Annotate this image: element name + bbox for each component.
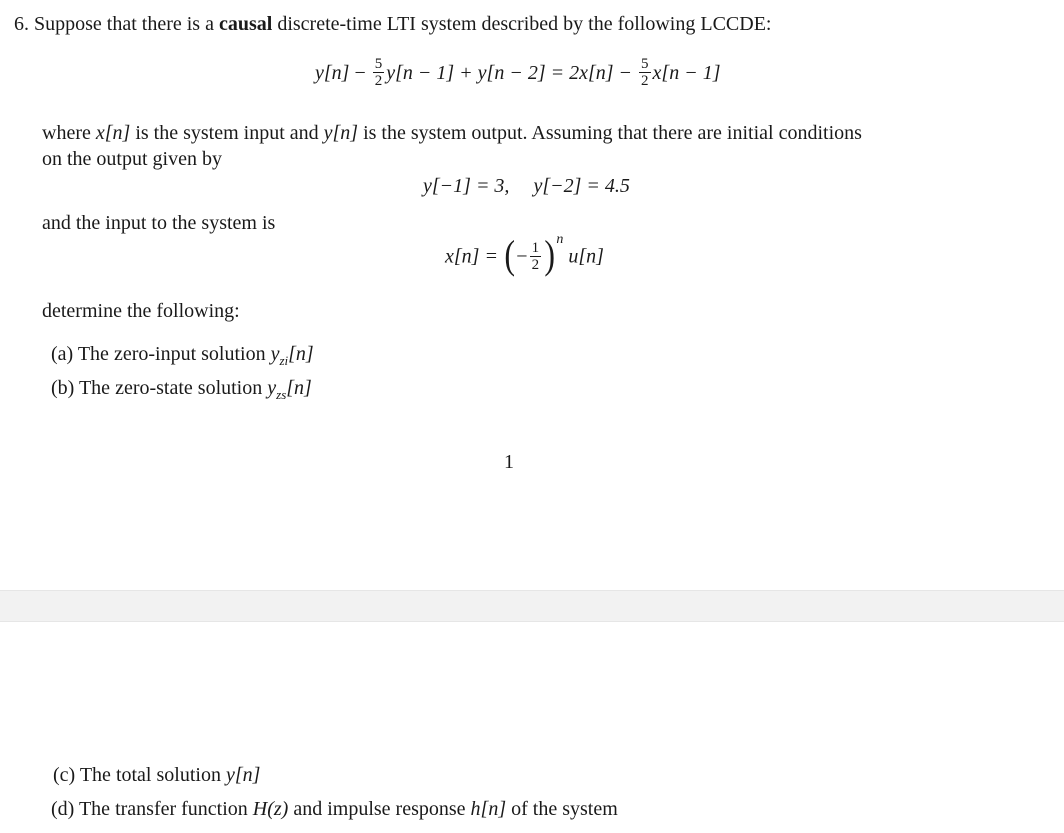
input-minus: − — [516, 245, 528, 268]
where-line-1 — [42, 121, 862, 145]
part-c-text: The total solution — [79, 764, 221, 786]
part-b-sub: zs — [276, 387, 287, 402]
part-c-label: (c) — [53, 764, 76, 786]
lccde-equation — [315, 58, 721, 91]
input-equation — [445, 231, 604, 278]
eq-frac2-num: 5 — [641, 56, 649, 72]
part-a-sub: zi — [279, 353, 289, 368]
initial-conditions — [423, 174, 630, 198]
input-text: and the input to the system is — [42, 212, 276, 234]
ic-1: y[−1] = 3, — [423, 175, 510, 197]
input-exponent: n — [556, 231, 564, 247]
part-a-label: (a) — [51, 343, 74, 365]
part-a-arg: [n] — [288, 343, 314, 365]
intro-before: Suppose that there is a — [34, 13, 214, 35]
part-a-text: The zero-input solution — [77, 343, 266, 365]
part-d-label: (d) — [51, 798, 75, 820]
eq-fraction-2 — [639, 56, 651, 89]
eq-frac2-den: 2 — [641, 73, 649, 89]
eq-term-x-n-1: x[n − 1] — [652, 62, 721, 85]
input-frac-den: 2 — [531, 256, 540, 273]
part-d-sym2: h[n] — [470, 798, 507, 820]
part-a-sym: y — [270, 343, 280, 365]
eq-minus: − — [354, 62, 366, 85]
input-lhs: x[n] = — [445, 245, 498, 268]
where-xn: x[n] — [95, 122, 131, 144]
part-b-sym: y — [267, 377, 277, 399]
part-b-arg: [n] — [286, 377, 312, 399]
intro-bold: causal — [218, 13, 273, 35]
part-d-sym1: H(z) — [252, 798, 289, 820]
part-b — [51, 376, 312, 402]
part-c-sym: y[n] — [225, 764, 261, 786]
page-divider — [0, 590, 1064, 622]
determine-text: determine the following: — [42, 300, 240, 322]
where-yn: y[n] — [323, 122, 359, 144]
eq-terms-mid: y[n − 1] + y[n − 2] = 2x[n] − — [386, 62, 633, 85]
where-c: is the system output. Assuming that there are initial conditions — [363, 122, 862, 144]
page-number: 1 — [504, 451, 514, 473]
eq-frac1-den: 2 — [374, 73, 383, 89]
input-paren-close: ) — [544, 232, 556, 277]
where-a: where — [42, 122, 91, 144]
part-d-text-after: of the system — [511, 798, 618, 820]
ic-2: y[−2] = 4.5 — [533, 175, 630, 197]
where-b: is the system input and — [135, 122, 319, 144]
part-a — [51, 342, 314, 368]
eq-frac1-num: 5 — [374, 56, 383, 72]
problem-number: 6. — [14, 13, 29, 35]
part-d-text-before: The transfer function — [78, 798, 248, 820]
input-rhs: u[n] — [568, 245, 604, 268]
part-c — [53, 763, 260, 787]
part-d-text-mid: and impulse response — [293, 798, 466, 820]
eq-fraction-1 — [373, 56, 385, 89]
where-line-2: on the output given by — [42, 148, 222, 170]
part-d — [51, 797, 618, 821]
problem-statement — [14, 12, 771, 36]
part-b-label: (b) — [51, 377, 75, 399]
input-fraction — [530, 240, 542, 273]
input-frac-num: 1 — [531, 239, 540, 256]
input-paren-open: ( — [504, 232, 515, 277]
intro-after: discrete-time LTI system described by the following LCCDE: — [277, 13, 772, 35]
eq-y-n: y[n] — [315, 62, 350, 85]
part-b-text: The zero-state solution — [78, 377, 263, 399]
